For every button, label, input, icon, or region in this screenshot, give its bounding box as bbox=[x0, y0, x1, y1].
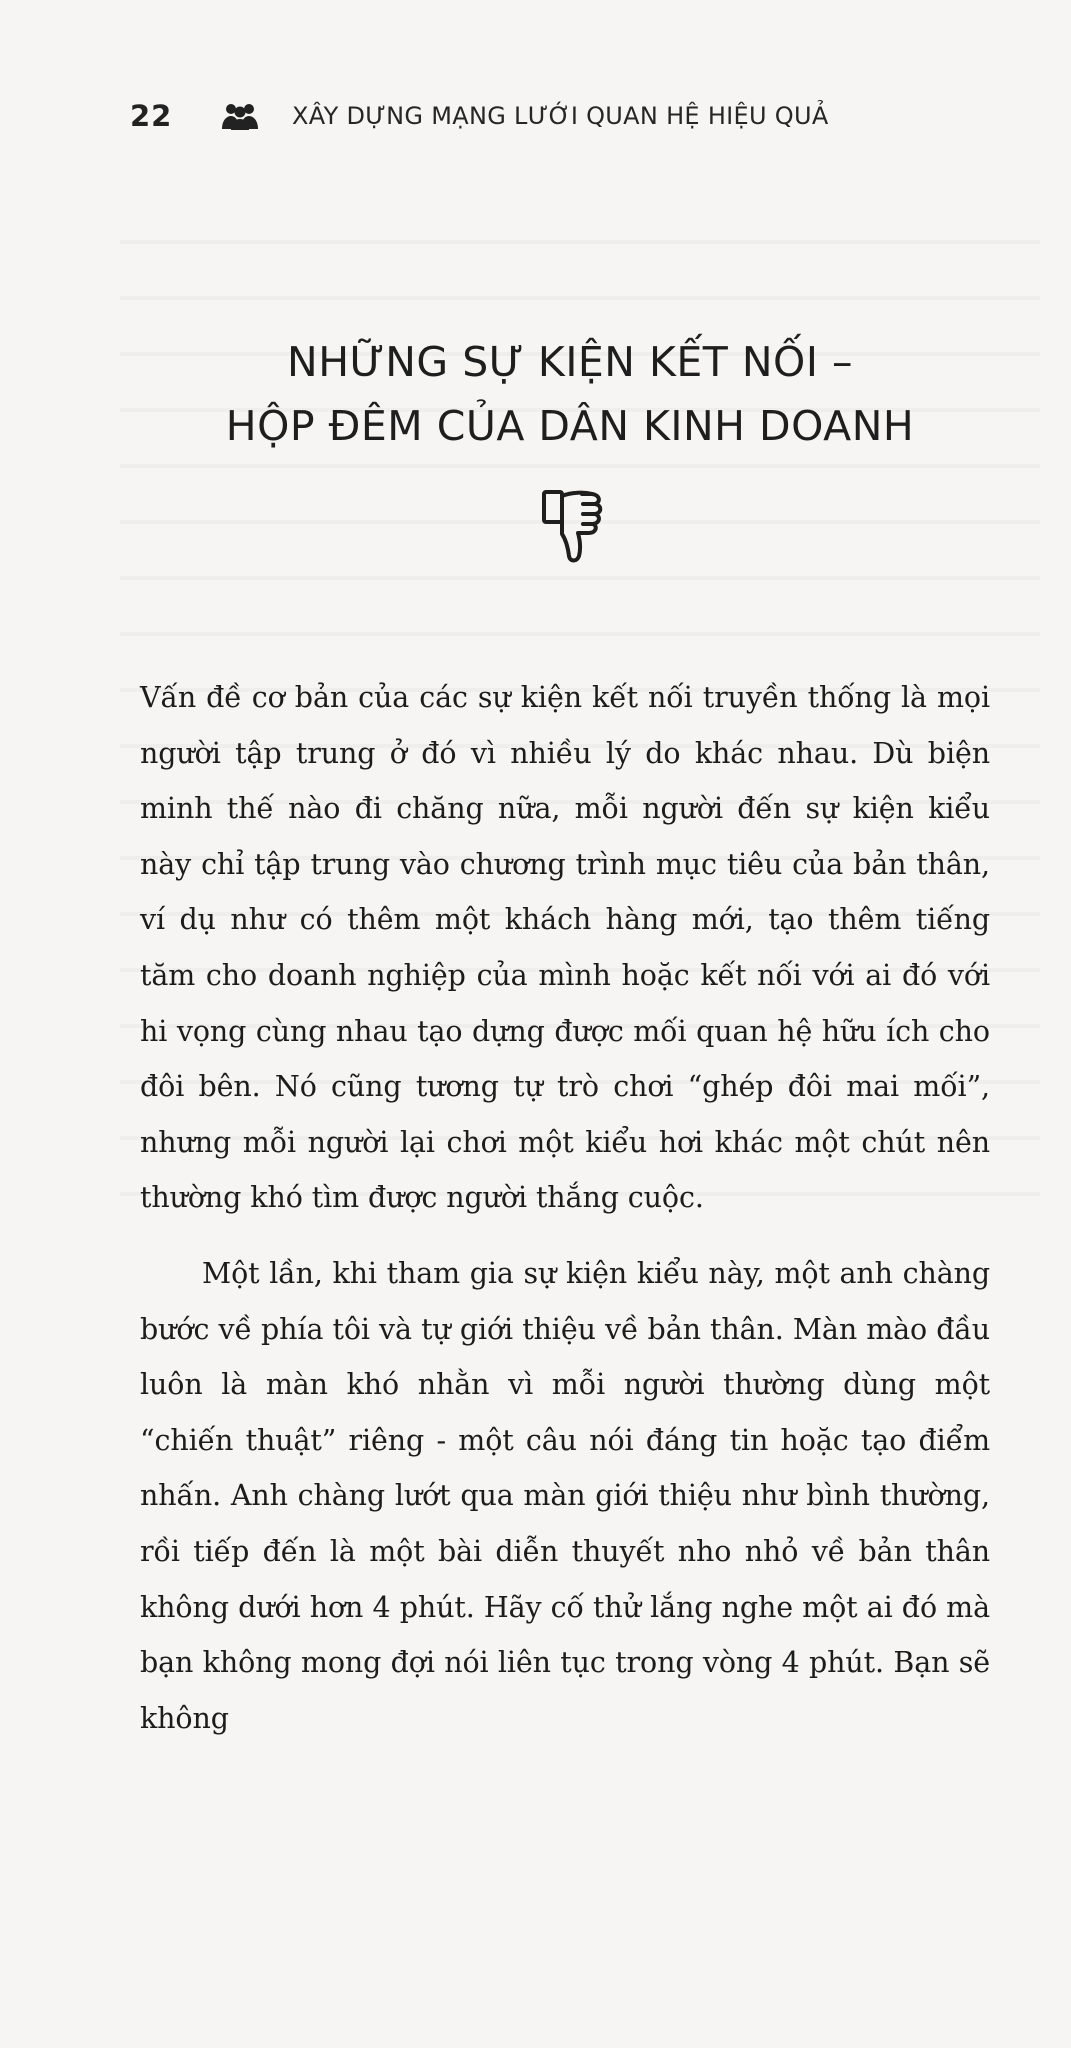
paragraph-2: Một lần, khi tham gia sự kiện kiểu này, một anh chàng bước về phía tôi và tự giới thiệu về bản thân. Màn mào đầu luôn là màn khó nhằn vì mỗi người thường dùng một “chiến thuật” riêng - một câu nói đáng tin hoặc tạo điểm nhấn. Anh chàng lướt qua màn giới thiệu như bình thường, rồi tiếp đến là một bài diễn thuyết nho nhỏ về bản thân không dưới hơn 4 phút. Hãy cố thử lắng nghe một ai đó mà bạn không mong đợi nói liên tục trong vòng 4 phút. Bạn sẽ không bbox=[140, 1256, 990, 1735]
chapter-title bbox=[120, 330, 1020, 458]
running-header bbox=[130, 96, 890, 136]
chapter-title-line-2: HỘP ĐÊM CỦA DÂN KINH DOANH bbox=[225, 402, 915, 450]
paragraph-1: Vấn đề cơ bản của các sự kiện kết nối truyền thống là mọi người tập trung ở đó vì nhiều lý do khác nhau. Dù biện minh thế nào đi chăng nữa, mỗi người đến sự kiện kiểu này chỉ tập trung vào chương trình mục tiêu của bản thân, ví dụ như có thêm một khách hàng mới, tạo thêm tiếng tăm cho doanh nghiệp của mình hoặc kết nối với ai đó với hi vọng cùng nhau tạo dựng được mối quan hệ hữu ích cho đôi bên. Nó cũng tương tự trò chơi “ghép đôi mai mối”, nhưng mỗi người lại chơi một kiểu hơi khác một chút nên thường khó tìm được người thắng cuộc. bbox=[140, 681, 990, 1215]
chapter-title-line-1: NHỮNG SỰ KIỆN KẾT NỐI – bbox=[287, 338, 853, 386]
people-group-icon bbox=[220, 101, 260, 131]
book-title: XÂY DỰNG MẠNG LƯỚI QUAN HỆ HIỆU QUẢ bbox=[292, 102, 829, 130]
thumbs-down-icon bbox=[538, 488, 608, 564]
body-text bbox=[140, 670, 990, 1746]
page-number: 22 bbox=[130, 99, 173, 133]
